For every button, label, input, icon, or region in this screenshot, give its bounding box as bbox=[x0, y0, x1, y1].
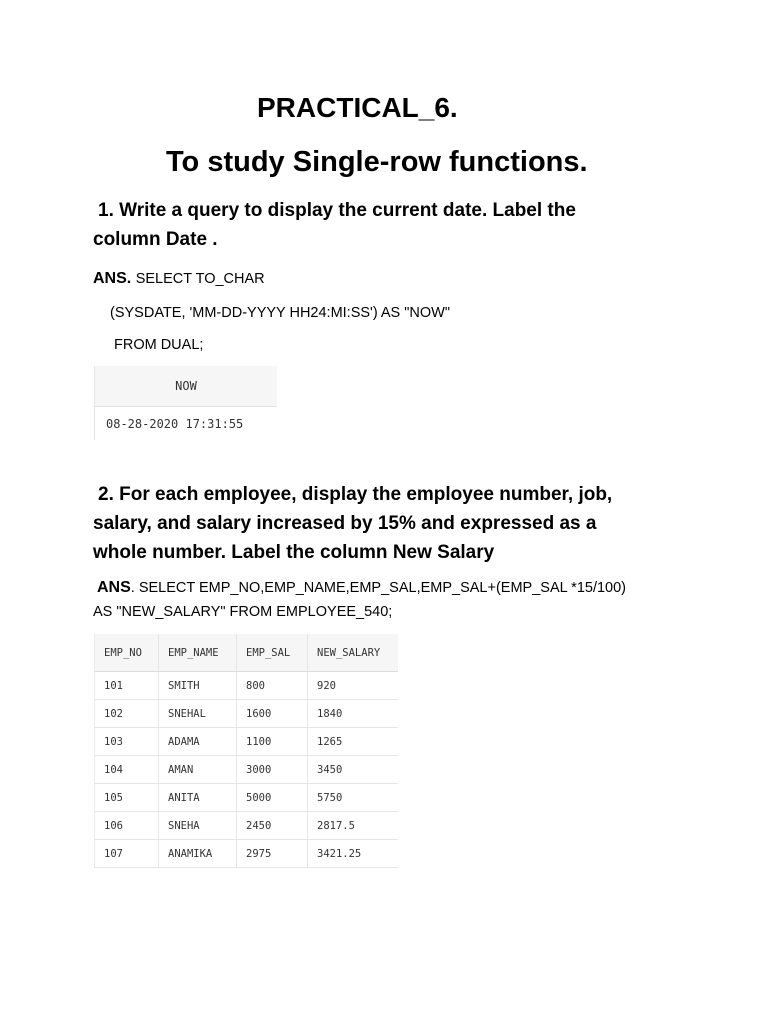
table-cell: ADAMA bbox=[159, 728, 237, 756]
table-row bbox=[95, 700, 399, 728]
table-cell: 3421.25 bbox=[308, 840, 399, 868]
page-title: PRACTICAL_6. bbox=[257, 92, 458, 123]
column-header: EMP_NO bbox=[95, 634, 159, 672]
sql-code: SELECT TO_CHAR bbox=[135, 271, 265, 287]
sql-code: AS "NEW_SALARY" FROM EMPLOYEE_540; bbox=[93, 604, 393, 620]
table-row bbox=[95, 672, 399, 700]
table-cell: ANITA bbox=[159, 784, 237, 812]
question-2-line-2: salary, and salary increased by 15% and expressed as a bbox=[93, 513, 597, 534]
answer-1-line-1 bbox=[93, 270, 265, 288]
table-cell: SMITH bbox=[159, 672, 237, 700]
table-cell: 101 bbox=[95, 672, 159, 700]
column-header: EMP_SAL bbox=[237, 634, 308, 672]
table-cell: 2817.5 bbox=[308, 812, 399, 840]
table-cell: 5750 bbox=[308, 784, 399, 812]
table-cell: 800 bbox=[237, 672, 308, 700]
question-1-line-1: 1. Write a query to display the current date. Label the bbox=[98, 200, 576, 221]
table-row bbox=[95, 756, 399, 784]
table-cell: 1840 bbox=[308, 700, 399, 728]
answer-2-line-1 bbox=[97, 579, 626, 597]
table-cell: AMAN bbox=[159, 756, 237, 784]
column-header: NEW_SALARY bbox=[308, 634, 399, 672]
sql-code: (SYSDATE, 'MM-DD-YYYY HH24:MI:SS') AS "NOW" bbox=[110, 305, 450, 321]
table-cell: 3450 bbox=[308, 756, 399, 784]
table-row bbox=[95, 784, 399, 812]
table-header-row bbox=[95, 634, 399, 672]
table-cell: 3000 bbox=[237, 756, 308, 784]
answer-label-dot: . bbox=[126, 270, 132, 287]
table-cell: 2975 bbox=[237, 840, 308, 868]
table-cell: 102 bbox=[95, 700, 159, 728]
table-cell: 103 bbox=[95, 728, 159, 756]
page-subtitle: To study Single-row functions. bbox=[166, 146, 588, 178]
question-2-line-1: 2. For each employee, display the employee number, job, bbox=[98, 484, 613, 505]
table-cell: ANAMIKA bbox=[159, 840, 237, 868]
table-cell: SNEHAL bbox=[159, 700, 237, 728]
question-2-line-3: whole number. Label the column New Salary bbox=[93, 542, 495, 563]
column-header: EMP_NAME bbox=[159, 634, 237, 672]
sql-code: . SELECT EMP_NO,EMP_NAME,EMP_SAL,EMP_SAL+(EMP_SAL *15/100) bbox=[130, 580, 626, 596]
column-header: NOW bbox=[95, 366, 277, 407]
sql-code: FROM DUAL; bbox=[114, 337, 204, 353]
table-row bbox=[95, 840, 399, 868]
employee-result-table bbox=[94, 634, 398, 868]
table-row bbox=[95, 812, 399, 840]
table-cell: 1265 bbox=[308, 728, 399, 756]
table-cell: 920 bbox=[308, 672, 399, 700]
table-cell: 2450 bbox=[237, 812, 308, 840]
table-cell: 1100 bbox=[237, 728, 308, 756]
table-cell: 104 bbox=[95, 756, 159, 784]
table-cell: SNEHA bbox=[159, 812, 237, 840]
table-cell: 105 bbox=[95, 784, 159, 812]
table-cell: 1600 bbox=[237, 700, 308, 728]
table-row bbox=[95, 728, 399, 756]
table-cell: 106 bbox=[95, 812, 159, 840]
answer-label: ANS bbox=[93, 270, 127, 287]
table-cell: 107 bbox=[95, 840, 159, 868]
result-cell: 08-28-2020 17:31:55 bbox=[106, 416, 244, 431]
question-1-line-2: column Date . bbox=[93, 229, 218, 250]
table-cell: 5000 bbox=[237, 784, 308, 812]
query-result-table bbox=[94, 366, 277, 440]
answer-label: ANS bbox=[97, 579, 131, 596]
